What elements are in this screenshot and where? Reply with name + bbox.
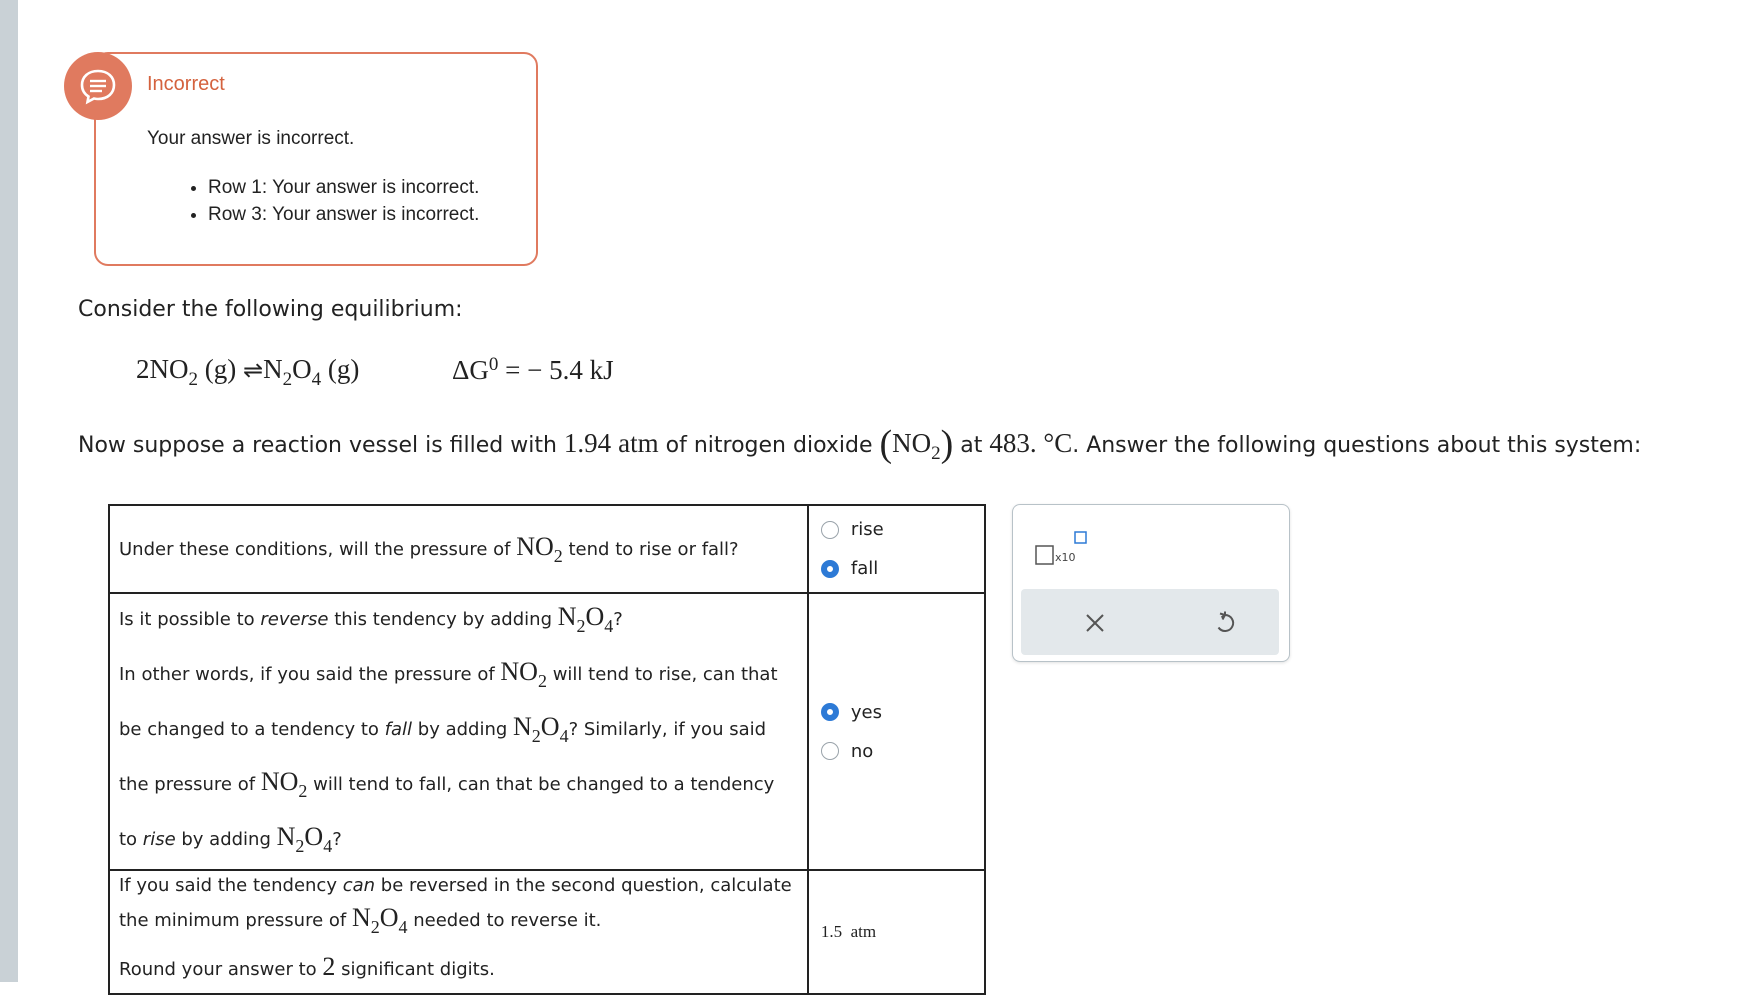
- question-3-text: If you said the tendency can be reversed in the second question, calculate the minimum pressure of $N_2O_4$ needed to reverse it. Round your answer to 2 significant digits.: [109, 870, 808, 994]
- question-1-answer: [808, 505, 985, 593]
- left-rail: [0, 0, 18, 982]
- feedback-item: • Row 3: Your answer is incorrect.: [208, 201, 479, 228]
- radio-rise[interactable]: [821, 521, 839, 539]
- x10-label: x10: [1055, 551, 1076, 564]
- table-row: [109, 593, 985, 870]
- radio-yes[interactable]: [821, 703, 839, 721]
- equilibrium-arrow-icon: ⇌: [242, 358, 264, 384]
- question-2-answer: [808, 593, 985, 870]
- scientific-notation-button[interactable]: [1035, 531, 1095, 571]
- question-1-text: Under these conditions, will the pressure of $NO_2$ tend to rise or fall?: [109, 505, 808, 593]
- option-no[interactable]: no: [821, 732, 984, 771]
- table-row: [109, 505, 985, 593]
- table-row: [109, 870, 985, 994]
- delta-g: $\Delta G^0$ = − 5.4 kJ: [452, 354, 614, 385]
- clear-button[interactable]: [1079, 607, 1111, 639]
- tool-actions: [1021, 589, 1279, 655]
- problem-prompt: Consider the following equilibrium:: [78, 297, 463, 322]
- option-rise[interactable]: rise: [821, 510, 984, 549]
- close-icon: [1085, 613, 1105, 633]
- feedback-title: Incorrect: [147, 73, 225, 95]
- answer-input[interactable]: 1.5 atm: [820, 922, 877, 941]
- question-table: [108, 504, 986, 995]
- feedback-item: • Row 1: Your answer is incorrect.: [208, 174, 479, 201]
- radio-no[interactable]: [821, 742, 839, 760]
- feedback-list: [182, 174, 479, 228]
- question-3-answer: [808, 870, 985, 994]
- undo-button[interactable]: [1209, 607, 1241, 639]
- option-yes[interactable]: yes: [821, 693, 984, 732]
- question-2-text: Is it possible to reverse this tendency by adding $N_2O_4$? In other words, if you said the pressure of $NO_2$ will tend to rise, can that be changed to a tendency to fall by adding $N_2O_4$? Similarly, if you said the pressure of $NO_2$ will tend to fall, can that be changed to a tendency to rise by adding $N_2O_4$?: [109, 593, 808, 870]
- speech-bubble-icon: [64, 52, 132, 120]
- option-fall[interactable]: fall: [821, 549, 984, 588]
- radio-fall[interactable]: [821, 560, 839, 578]
- tool-panel: [1012, 504, 1290, 662]
- equilibrium-equation: $2NO_2$ (g) $\rightleftharpoons N_2O_4$ (g) $\Delta G^0$ = − 5.4 kJ: [136, 354, 614, 390]
- feedback-message: Your answer is incorrect.: [147, 128, 355, 149]
- undo-icon: [1213, 611, 1237, 635]
- scenario-text: Now suppose a reaction vessel is filled with 1.94 atm of nitrogen dioxide $(NO_2)$ at 483. °C. Answer the following questions about this system:: [78, 423, 1642, 465]
